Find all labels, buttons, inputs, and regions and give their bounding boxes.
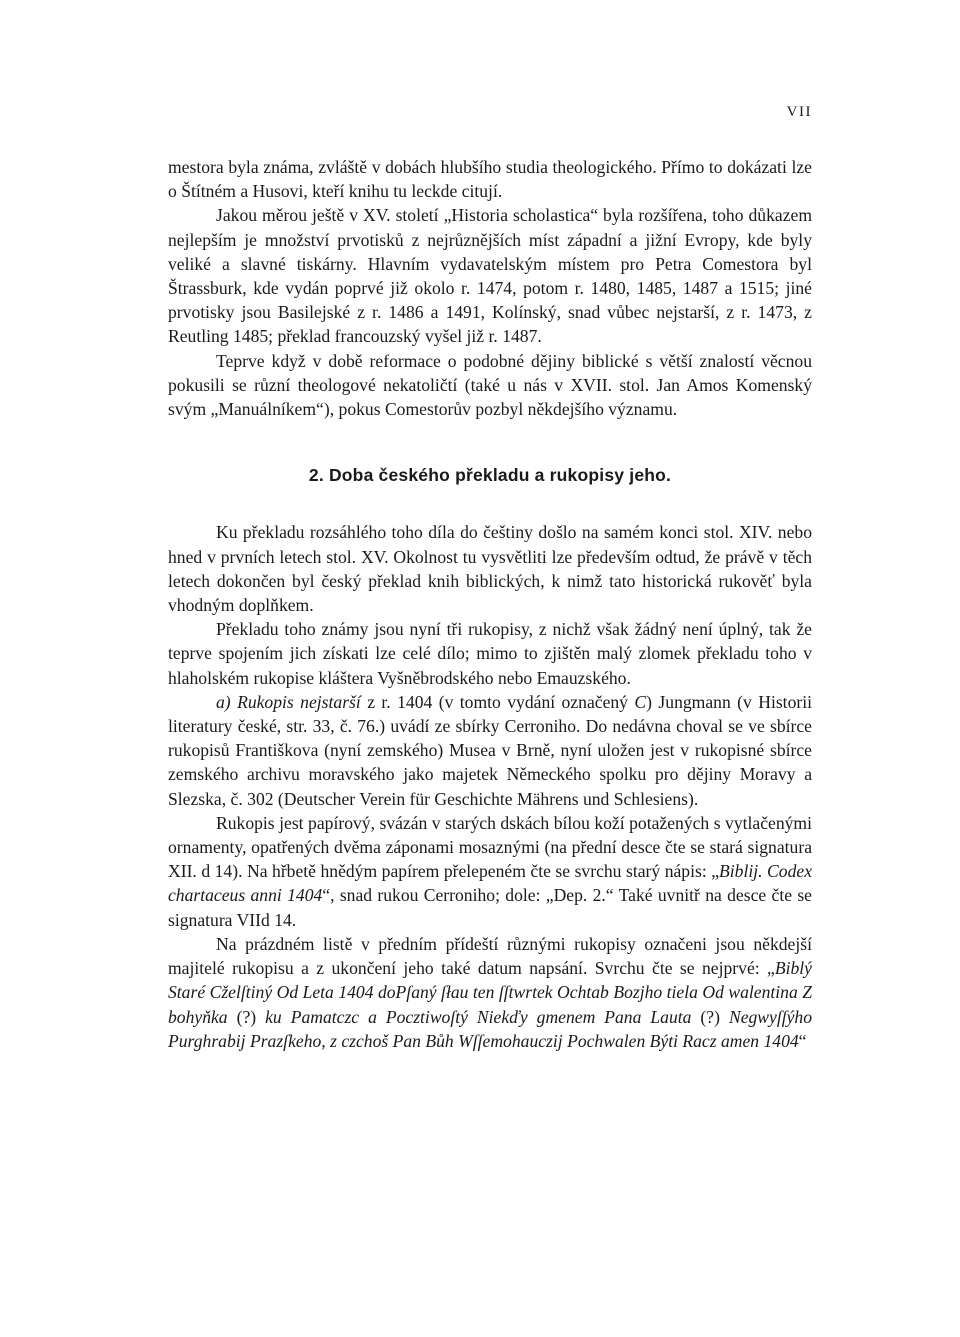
owner-inscription-3: Negwyſſýho Purghrabij Prazſkeho, z czchoš Pan Bůh Wſſemohauczij Pochwalen Býti Racz amen 1404 <box>168 1006 813 1051</box>
body-text <box>168 155 812 1053</box>
paragraph-7-text-2: “, snad rukou Cerroniho; dole: „Dep. 2.“ Také uvnitř na desce čte se signatura VIId 14. <box>168 885 812 930</box>
paragraph-8-text-4: “ <box>798 1030 807 1051</box>
paragraph-5: Překladu toho známy jsou nyní tři rukopisy, z nichž však žádný není úplný, tak že teprve spojením jich získati lze celé dílo; mimo to zjištěn malý zlomek překladu toho v hlaholském rukopise kláštera Vyšněbrodského nebo Emauzského. <box>168 619 812 688</box>
manuscript-sigla: C <box>634 691 647 712</box>
paragraph-8-text-1: Na prázdném listě v předním přídeští různými rukopisy označeni jsou někdejší majitelé rukopisu a z ukončení jeho také datum napsání. Svrchu čte se nejprvé: „ <box>168 933 812 979</box>
paragraph-8-text-2: (?) <box>227 1006 266 1027</box>
paragraph-6-text-2: ) Jungmann (v Historii literatury české, str. 33, č. 76.) uvádí ze sbírky Cerroniho. Do nedávna choval se ve sbírce rukopisů Františkova (nyní zemského) Musea v Brně, nyní uložen jest v rukopisné sbírce zemského archivu moravského jako majetek Německého spolku pro dějiny Moravy a Slezska, č. 302 (Deutscher Verein für Geschichte Mährens und Schlesiens). <box>168 691 812 809</box>
paragraph-1: mestora byla známa, zvláště v dobách hlubšího studia theologického. Přímo to dokázati lze o Štítném a Husovi, kteří knihu tu leckde citují. <box>168 157 812 202</box>
item-label-a: a) <box>216 691 231 712</box>
paragraph-6 <box>168 690 812 811</box>
paragraph-7 <box>168 811 812 932</box>
paragraph-2: Jakou měrou ještě v XV. století „Historia scholastica“ byla rozšířena, toho důkazem nejlepším je množství prvotisků z nejrůznějších míst západní a jižní Evropy, kde byly veliké a slavné tiskárny. Hlavním vydavatelským místem pro Petra Comestora byl Štrassburk, kde vydán poprvé již okolo r. 1474, potom r. 1480, 1485, 1487 a 1515; jiné prvotisky jsou Basilejské z r. 1486 a 1491, Kolínský, snad vůbec nejstarší, z r. 1473, z Reutling 1485; překlad francouzský vyšel již r. 1487. <box>168 205 812 347</box>
paragraph-6-text-1: z r. 1404 (v tomto vydání označený <box>360 691 635 712</box>
owner-inscription-2: ku Pamatczc a Pocztiwoſtý Niekďy gmenem Pana Lauta <box>265 1006 692 1027</box>
manuscript-title: Rukopis nejstarší <box>237 691 361 712</box>
paragraph-3: Teprve když v době reformace o podobné dějiny biblické s větší znalostí věcnou pokusili se různí theologové nekatoličtí (také u nás v XVII. stol. Jan Amos Komenský svým „Manuálníkem“), pokus Comestorův pozbyl někdejšího významu. <box>168 350 812 420</box>
owner-inscription-1: Biblý Staré Cželſtiný Od Leta 1404 doPſaný ſłau ten ſſtwrtek Ochtab Bozjho tiela Od walentina Z bohyňka <box>168 958 812 1027</box>
page-number: VII <box>786 104 812 120</box>
paragraph-4: Ku překladu rozsáhlého toho díla do češtiny došlo na samém konci stol. XIV. nebo hned v prvních letech stol. XV. Okolnost tu vysvětliti lze především odtud, že právě v těch letech dokončen byl český překlad knih biblických, k nimž tato historická rukověť byla vhodným doplňkem. <box>168 522 812 616</box>
section-heading: 2. Doba českého překladu a rukopisy jeho. <box>308 465 672 486</box>
document-page <box>168 0 812 1337</box>
paragraph-8 <box>168 932 812 1053</box>
paragraph-8-text-3: (?) <box>691 1006 729 1027</box>
spine-inscription: Biblij. Codex chartaceus anni 1404 <box>168 861 812 906</box>
paragraph-7-text-1: Rukopis jest papírový, svázán v starých dskách bílou koží potažených s vytlačenými ornamenty, opatřených dvěma záponami mosaznými (na přední desce čte se stará signatura XII. d 14). Na hřbetě hnědým papírem přelepeném čte se svrchu starý nápis: „ <box>168 812 812 882</box>
